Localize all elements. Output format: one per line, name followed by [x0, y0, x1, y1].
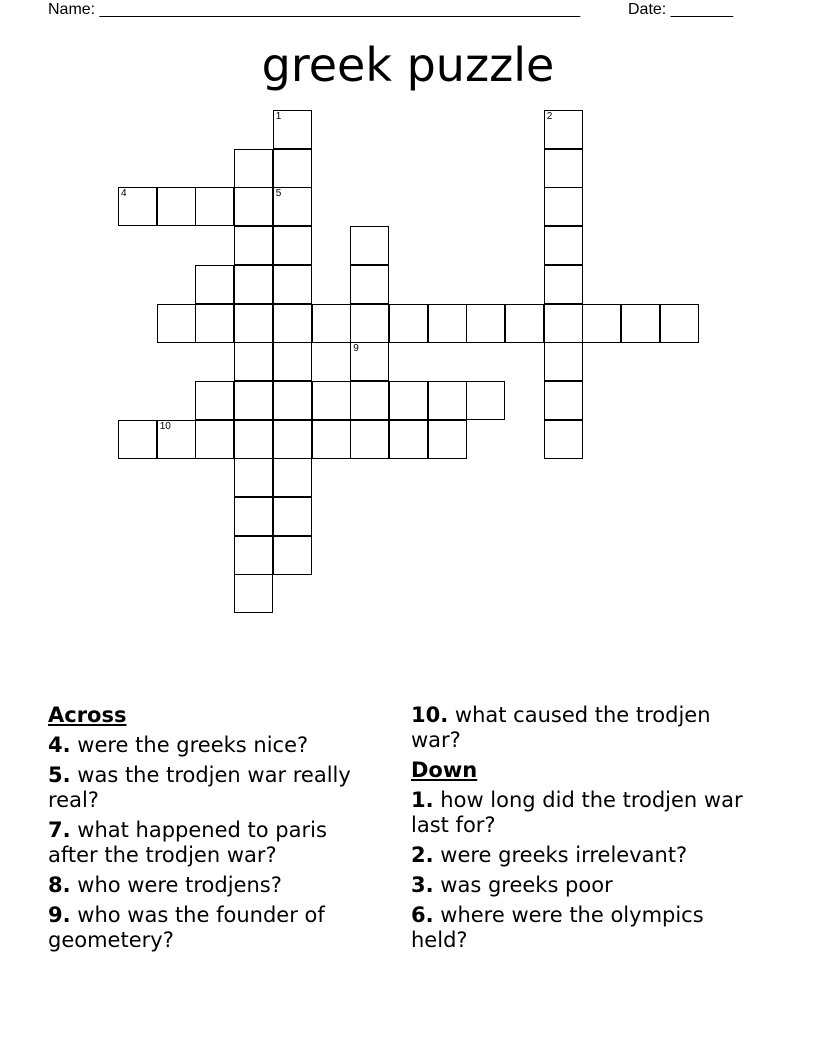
grid-cell[interactable]: [195, 304, 234, 343]
grid-cell[interactable]: [273, 226, 312, 265]
grid-cell[interactable]: [273, 458, 312, 497]
grid-cell[interactable]: [157, 420, 196, 459]
grid-cell[interactable]: [234, 381, 273, 420]
grid-cell[interactable]: [273, 342, 312, 381]
across-clue-4: 4. were the greeks nice?: [48, 733, 309, 757]
grid-cell[interactable]: [234, 304, 273, 343]
grid-cell[interactable]: [118, 187, 157, 226]
grid-cell[interactable]: [466, 304, 505, 343]
grid-cell[interactable]: [389, 304, 428, 343]
across-heading: Across: [48, 703, 127, 727]
clue-number-2: 2: [546, 111, 553, 122]
grid-cell[interactable]: [157, 304, 196, 343]
down-clue-3: 3. was greeks poor: [411, 873, 613, 897]
grid-cell[interactable]: [350, 381, 389, 420]
grid-cell[interactable]: [621, 304, 660, 343]
grid-cell[interactable]: [195, 381, 234, 420]
across-clue-5: 5. was the trodjen war really real?: [48, 763, 351, 812]
grid-cell[interactable]: [195, 265, 234, 304]
grid-cell[interactable]: [428, 381, 467, 420]
grid-cell[interactable]: [428, 420, 467, 459]
grid-cell[interactable]: [273, 304, 312, 343]
grid-cell[interactable]: [312, 381, 351, 420]
date-field-label: Date: _______: [628, 1, 733, 18]
grid-cell[interactable]: [234, 342, 273, 381]
grid-cell[interactable]: [234, 265, 273, 304]
grid-cell[interactable]: [273, 265, 312, 304]
clue-number-1: 1: [275, 111, 282, 122]
clue-number-5: 5: [275, 188, 282, 200]
grid-cell[interactable]: [273, 536, 312, 575]
crossword-grid: [0, 0, 816, 480]
grid-cell[interactable]: [157, 187, 196, 226]
grid-cell[interactable]: [312, 420, 351, 459]
clue-number-4: 4: [121, 188, 127, 200]
grid-cell[interactable]: [350, 342, 389, 381]
grid-cell[interactable]: [273, 497, 312, 536]
name-field-label: Name: ______________________________________________________: [48, 1, 581, 18]
grid-cell[interactable]: [234, 187, 273, 226]
clue-number-10: 10: [159, 420, 171, 432]
puzzle-title: greek puzzle: [261, 38, 555, 92]
grid-cell[interactable]: [544, 110, 583, 149]
grid-cell[interactable]: [234, 420, 273, 459]
grid-cell[interactable]: [389, 420, 428, 459]
clues-column-left: [48, 703, 368, 958]
grid-cell[interactable]: [660, 304, 699, 343]
grid-cell[interactable]: [544, 149, 583, 188]
grid-cell[interactable]: [350, 420, 389, 459]
across-clue-10: 10. what caused the trodjen war?: [411, 703, 711, 752]
grid-cell[interactable]: [234, 458, 273, 497]
grid-cell[interactable]: [544, 342, 583, 381]
grid-cell[interactable]: [312, 304, 351, 343]
across-clue-9: 9. who was the founder of geometery?: [48, 903, 325, 952]
grid-cell[interactable]: [273, 187, 312, 226]
down-clue-6: 6. where were the olympics held?: [411, 903, 704, 952]
grid-cell[interactable]: [195, 420, 234, 459]
grid-cell[interactable]: [582, 304, 621, 343]
grid-cell[interactable]: [544, 187, 583, 226]
grid-cell[interactable]: [195, 187, 234, 226]
grid-cell[interactable]: [273, 149, 312, 188]
grid-cell[interactable]: [273, 110, 312, 149]
grid-cell[interactable]: [544, 265, 583, 304]
grid-cell[interactable]: [544, 304, 583, 343]
across-clue-7: 7. what happened to paris after the trodjen war?: [48, 818, 327, 867]
down-clue-2: 2. were greeks irrelevant?: [411, 843, 688, 867]
grid-cell[interactable]: [234, 497, 273, 536]
grid-cell[interactable]: [118, 420, 157, 459]
grid-cell[interactable]: [544, 226, 583, 265]
grid-cell[interactable]: [273, 420, 312, 459]
clue-number-9: 9: [353, 343, 359, 355]
grid-cell[interactable]: [544, 381, 583, 420]
grid-cell[interactable]: [234, 226, 273, 265]
down-heading: Down: [411, 758, 478, 782]
grid-cell[interactable]: [350, 226, 389, 265]
down-clue-1: 1. how long did the trodjen war last for?: [411, 788, 743, 837]
grid-cell[interactable]: [350, 265, 389, 304]
grid-cell[interactable]: [428, 304, 467, 343]
grid-cell[interactable]: [273, 381, 312, 420]
grid-cell[interactable]: [234, 574, 273, 613]
grid-cell[interactable]: [234, 536, 273, 575]
clues-column-right: [411, 703, 761, 958]
grid-cell[interactable]: [389, 381, 428, 420]
grid-cell[interactable]: [350, 304, 389, 343]
grid-cell[interactable]: [505, 304, 544, 343]
grid-cell[interactable]: [466, 381, 505, 420]
across-clue-8: 8. who were trodjens?: [48, 873, 282, 897]
grid-cell[interactable]: [234, 149, 273, 188]
grid-cell[interactable]: [544, 420, 583, 459]
